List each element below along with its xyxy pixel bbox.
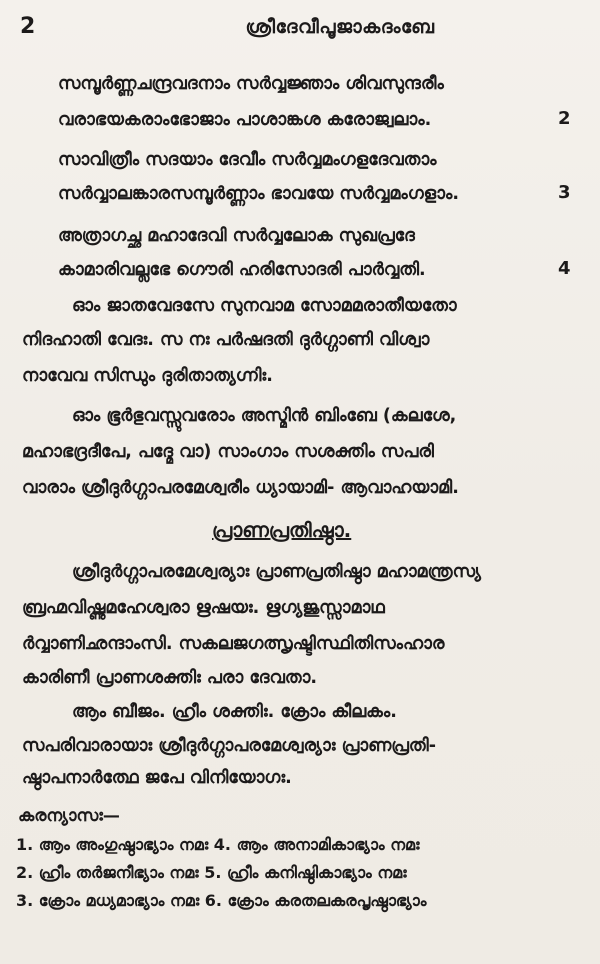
verse-3-line-2: സർവ്വാലങ്കാരസമ്പൂർണ്ണാം ഭാവയേ സർവ്വമംഗളാം. (58, 184, 459, 204)
avahana-line-3: വാരാം ശ്രീദുർഗ്ഗാപരമേശ്വരീം ധ്യായാമി- ആവാഹയാമി. (22, 478, 459, 498)
verse-number-4: 4 (558, 258, 571, 279)
mantra-line-3: നാവേവ സിന്ധും ദുരിതാത്യഗ്നിഃ. (22, 366, 273, 386)
karanyasa-item: 2. ഹ്രീം തർജനീഭ്യാം നമഃ 5. ഹ്രീം കനിഷ്ഠികാഭ്യാം നമഃ (16, 863, 407, 882)
page-number: 2 (20, 14, 36, 39)
karanyasa-item: 3. ക്രോം മധ്യമാഭ്യാം നമഃ 6. ക്രോം കരതലകരപൃഷ്ഠാഭ്യാം (16, 891, 427, 910)
karanyasa-item: 1. ആം അംഗുഷ്ഠാഭ്യാം നമഃ 4. ആം അനാമികാഭ്യാം നമഃ (16, 835, 420, 854)
page-header (0, 14, 600, 48)
mantra-line-1: ഓം ജാതവേദസേ സുനവാമ സോമമരാതീയതോ (72, 296, 457, 316)
pranaprathishta-line-3: ർവ്വാണിഛന്ദാംസി. സകലജഗത്സൃഷ്ടിസ്ഥിതിസംഹാര (22, 634, 445, 654)
viniyoga-line-1: ആം ബീജം. ഹ്രീം ശക്തിഃ. ക്രോം കീലകം. (72, 702, 397, 722)
running-title: ശ്രീദേവീപൂജാകദംബേ (245, 16, 435, 38)
verse-2-line-2: വരാഭയകരാംഭോജാം പാശാങ്കശ കരോജ്വലാം. (58, 110, 432, 130)
pranaprathishta-line-2: ബ്രഹ്മവിഷ്ണുമഹേശ്വരാ ഋഷയഃ. ഋഗ്യജുസ്സാമാഥ (22, 598, 385, 618)
viniyoga-line-2: സപരിവാരായാഃ ശ്രീദുർഗ്ഗാപരമേശ്വര്യാഃ പ്രാണപ്രതി- (22, 736, 436, 756)
mantra-line-2: നിദഹാതി വേദഃ. സ നഃ പർഷദതി ദുർഗ്ഗാണി വിശ്വാ (22, 330, 430, 350)
verse-4-line-1: അത്രാഗച്ഛ മഹാദേവി സർവ്വലോക സുഖപ്രദേ (58, 226, 415, 246)
karanyasa-heading: കരന്യാസഃ— (18, 806, 120, 826)
verse-number-3: 3 (558, 182, 571, 203)
verse-2-line-1: സമ്പൂർണ്ണചന്ദ്രവദനാം സർവ്വജ്ഞാം ശിവസുന്ദരീം (58, 74, 444, 94)
verse-4-line-2: കാമാരിവല്ലഭേ ഗൌരി ഹരിസോദരി പാർവ്വതി. (58, 260, 426, 280)
avahana-line-1: ഓം ഭൂർഭുവസ്സുവരോം അസ്മിൻ ബിംബേ (കലശേ, (72, 406, 457, 426)
avahana-line-2: മഹാഭദ്രദീപേ, പദ്മേ വാ) സാംഗാം സശക്തിം സപരി (22, 442, 434, 462)
viniyoga-line-3: ഷ്ഠാപനാർത്ഥേ ജപേ വിനിയോഗഃ. (22, 768, 292, 788)
verse-number-2: 2 (558, 108, 571, 129)
verse-3-line-1: സാവിത്രീം സദയാം ദേവീം സർവ്വമംഗളദേവതാം (58, 150, 437, 170)
pranaprathishta-line-1: ശ്രീദുർഗ്ഗാപരമേശ്വര്യാഃ പ്രാണപ്രതിഷ്ഠാ മഹാമന്ത്രസ്യ (72, 562, 481, 582)
pranaprathishta-line-4: കാരിണീ പ്രാണശക്തിഃ പരാ ദേവതാ. (22, 668, 318, 688)
section-heading-pranaprathishta: പ്രാണപ്രതിഷ്ഠാ. (212, 518, 352, 542)
